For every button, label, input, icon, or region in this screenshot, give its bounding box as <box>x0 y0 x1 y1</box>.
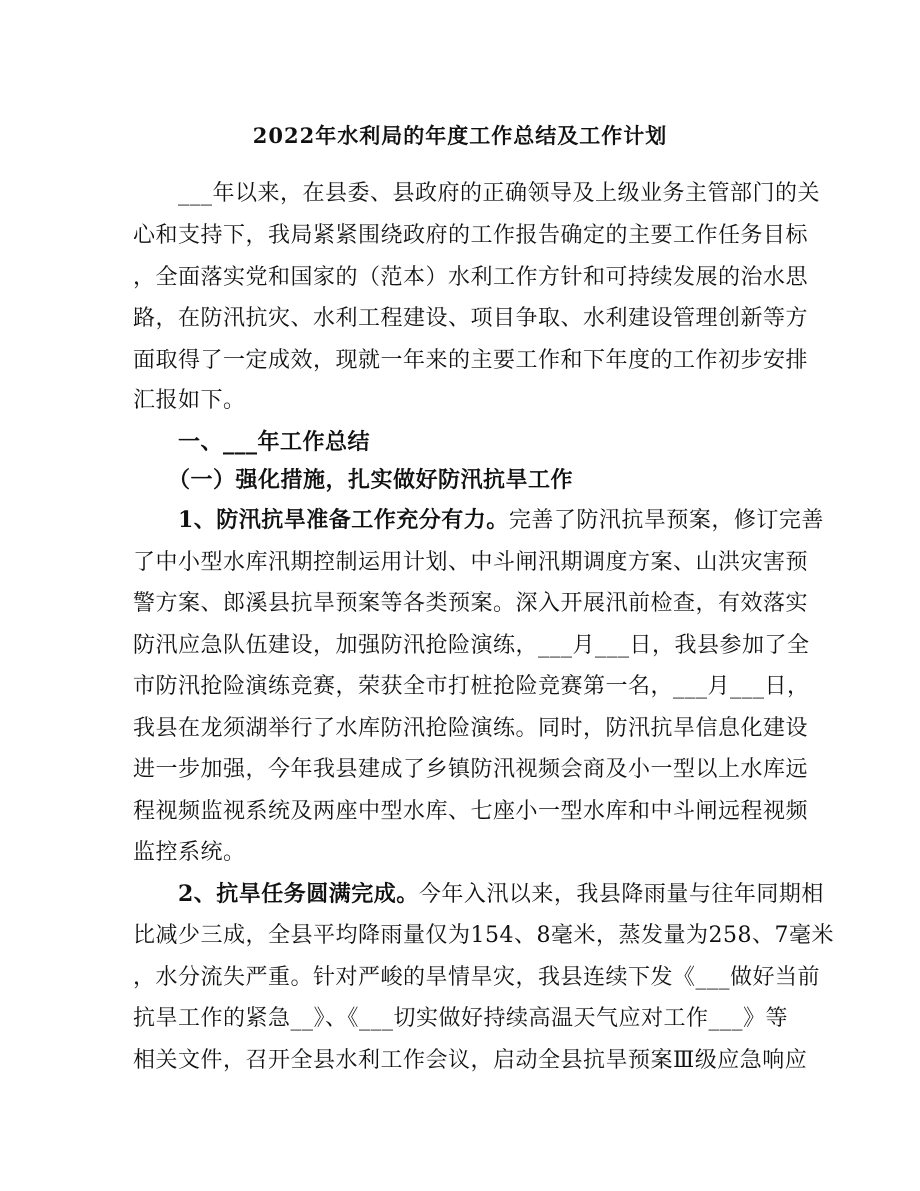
item2-lead: 2、抗旱任务圆满完成。 <box>178 881 419 907</box>
intro-line-5: 面取得了一定成效，现就一年来的主要工作和下年度的工作初步安排 <box>133 348 809 373</box>
item2-line-2: 比减少三成，全县平均降雨量仅为154、8毫米，蒸发量为258、7毫米 <box>133 923 834 948</box>
item1-line-6: 我县在龙须湖举行了水库防汛抢险演练。同时，防汛抗旱信息化建设 <box>133 716 809 741</box>
item1-line-1 <box>0 503 920 534</box>
item1-line-4: 防汛应急队伍建设，加强防汛抢险演练，___月___日，我县参加了全 <box>133 633 810 658</box>
item2-first-rest: 今年入汛以来，我县降雨量与往年同期相 <box>418 882 824 907</box>
intro-line-3: ，全面落实党和国家的（范本）水利工作方针和可持续发展的治水思 <box>133 265 809 290</box>
item1-line-2: 了中小型水库汛期控制运用计划、中斗闸汛期调度方案、山洪灾害预 <box>133 550 809 575</box>
section-heading: 一、___年工作总结 <box>178 429 371 455</box>
item1-line-7: 进一步加强，今年我县建成了乡镇防汛视频会商及小一型以上水库远 <box>133 757 809 782</box>
intro-line-2: 心和支持下，我局紧紧围绕政府的工作报告确定的主要工作任务目标 <box>133 223 809 248</box>
item1-first-rest: 完善了防汛抗旱预案，修订完善 <box>508 508 824 533</box>
document-title: 2022年水利局的年度工作总结及工作计划 <box>252 123 668 148</box>
intro-line-1: ___年以来，在县委、县政府的正确领导及上级业务主管部门的关 <box>178 181 821 206</box>
item1-line-3: 警方案、郎溪县抗旱预案等各类预案。深入开展汛前检查，有效落实 <box>133 591 809 616</box>
intro-line-6: 汇报如下。 <box>133 388 246 413</box>
item1-lead: 1、防汛抗旱准备工作充分有力。 <box>178 507 509 533</box>
intro-line-4: 路，在防汛抗灾、水利工程建设、项目争取、水利建设管理创新等方 <box>133 306 809 331</box>
item1-line-9: 监控系统。 <box>133 840 246 865</box>
item1-line-8: 程视频监视系统及两座中型水库、七座小一型水库和中斗闸远程视频 <box>133 799 809 824</box>
item1-line-5: 市防汛抢险演练竞赛，荣获全市打桩抢险竞赛第一名，___月___日， <box>133 674 810 699</box>
item2-line-3: ，水分流失严重。针对严峻的旱情旱灾，我县连续下发《___做好当前 <box>133 965 821 990</box>
item2-line-5: 相关文件，召开全县水利工作会议，启动全县抗旱预案Ⅲ级应急响应 <box>133 1048 808 1073</box>
item2-line-1 <box>0 877 920 908</box>
subsection-heading: （一）强化措施，扎实做好防汛抗旱工作 <box>168 467 574 493</box>
item2-line-4: 抗旱工作的紧急__》、《___切实做好持续高温天气应对工作___》等 <box>133 1006 789 1031</box>
